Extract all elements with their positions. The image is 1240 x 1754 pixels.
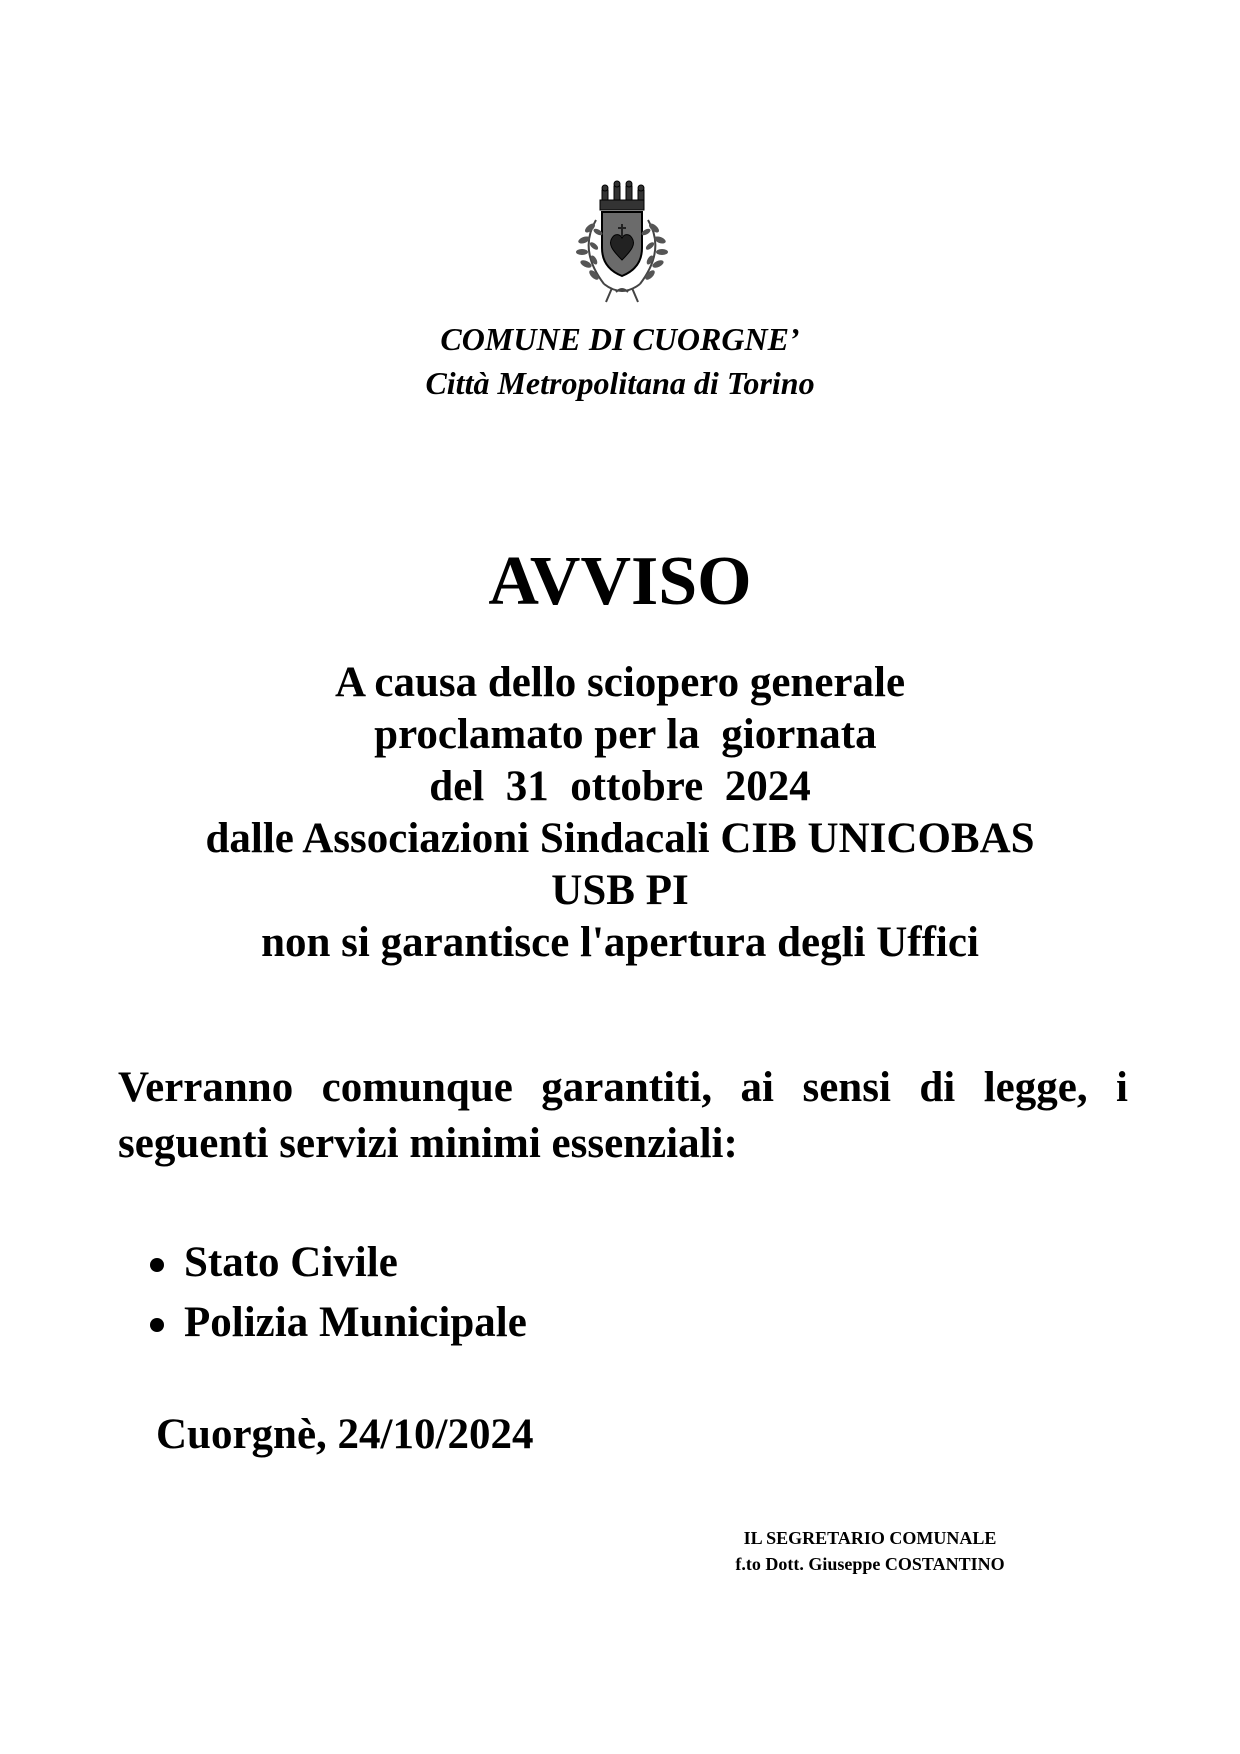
notice-line: del 31 ottobre 2024	[429, 763, 811, 810]
signature-block	[700, 1525, 1040, 1577]
notice-body	[0, 657, 1240, 969]
notice-title: AVVISO	[488, 543, 752, 620]
municipality-subtitle: Città Metropolitana di Torino	[425, 365, 815, 401]
notice-line: proclamato per la giornata	[363, 711, 877, 758]
notice-line: USB PI	[551, 867, 689, 914]
coat-of-arms-icon	[556, 180, 688, 312]
notice-line: A causa dello sciopero generale	[334, 659, 906, 706]
services-intro: Verranno comunque garantiti, ai sensi di legge, i seguenti servizi minimi essenziali:	[118, 1064, 1128, 1167]
notice-line: dalle Associazioni Sindacali CIB UNICOBAS	[205, 815, 1035, 862]
list-item	[150, 1293, 527, 1353]
place-date: Cuorgnè, 24/10/2024	[156, 1411, 534, 1458]
bullet-icon	[150, 1258, 164, 1272]
service-label: Polizia Municipale	[184, 1299, 527, 1346]
municipality-name: COMUNE DI CUORGNE’	[440, 321, 800, 357]
bullet-icon	[150, 1318, 164, 1332]
list-item	[150, 1233, 527, 1293]
notice-line: non si garantisce l'apertura degli Uffici	[261, 919, 979, 966]
services-list	[150, 1233, 527, 1353]
service-label: Stato Civile	[184, 1239, 398, 1286]
signature-name: f.to Dott. Giuseppe COSTANTINO	[735, 1554, 1005, 1574]
signature-role: IL SEGRETARIO COMUNALE	[743, 1528, 997, 1548]
